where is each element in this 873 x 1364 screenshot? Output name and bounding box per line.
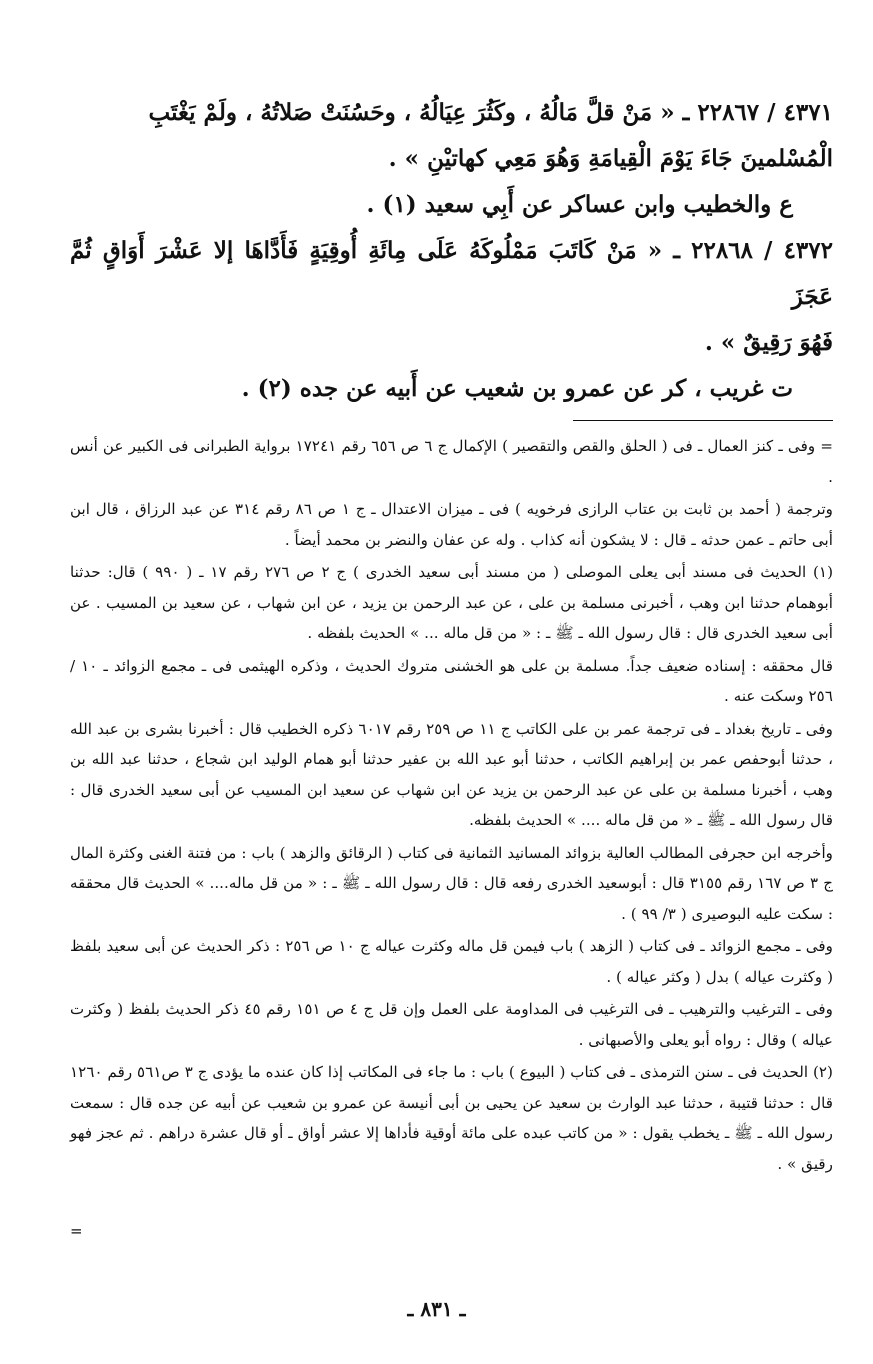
footnote-paragraph: قال محققه : إسناده ضعيف جداً. مسلمة بن على هو الخشنى متروك الحديث ، وذكره الهيثمى فى ـ مجمع الزوائد ـ ١٠ / ٢٥٦ وسكت عنه . xyxy=(70,656,833,705)
hadith-entry xyxy=(70,90,833,228)
hadith-reference: ع والخطيب وابن عساكر عن أَبِي سعيد (١) . xyxy=(366,191,793,218)
hadith-text-line: فَهُوَ رَقِيقٌ » . xyxy=(704,329,833,356)
footnote-paragraph: (١) الحديث فى مسند أبى يعلى الموصلى ( من مسند أبى سعيد الخدرى ) ج ٢ ص ٢٧٦ رقم ١٧ ـ ( ٩٩٠ ) قال: حدثنا أبوهمام حدثنا ابن وهب ، أخبرنى مسلمة بن على ، عن عبد الرحمن بن يزيد ، عن ابن شهاب ، عن سعيد بن المسيب . عن أبى سعيد الخدرى قال : قال رسول الله ـ ﷺ ـ : « من قل ماله ... » الحديث بلفظه . xyxy=(70,563,834,642)
page-number: ـ ٨٣١ ـ xyxy=(407,1297,466,1321)
footnote-separator xyxy=(573,420,833,421)
footnote-paragraph: = وفى ـ كنز العمال ـ فى ( الحلق والقص والتقصير ) الإكمال ج ٦ ص ٦٥٦ رقم ١٧٢٤١ برواية الطبرانى فى الكبير عن أنس . xyxy=(70,437,833,486)
hadith-section xyxy=(70,90,833,412)
footnote-paragraph: وفى ـ مجمع الزوائد ـ فى كتاب ( الزهد ) باب فيمن قل ماله وكثرت عياله ج ١٠ ص ٢٥٦ : ذكر الحديث عن أبى سعيد بلفظ ( وكثرت عياله ) بدل ( وكثر عياله ) . xyxy=(70,937,833,986)
hadith-text-line: الْمُسْلمينَ جَاءَ يَوْمَ الْقِيامَةِ وَهُوَ مَعِي كهاتيْنِ » . xyxy=(388,145,833,172)
page-body xyxy=(70,90,833,1181)
footnote-paragraph: (٢) الحديث فى ـ سنن الترمذى ـ فى كتاب ( البيوع ) باب : ما جاء فى المكاتب إذا كان عنده ما يؤدى ج ٣ ص٥٦١ رقم ١٢٦٠ قال : حدثنا قتيبة ، حدثنا عبد الوارث بن سعيد عن يحيى بن أبى أنيسة عن عمرو بن شعيب عن أبيه عن جده قال : سمعت رسول الله ـ ﷺ ـ يخطب يقول : « من كاتب عبده على مائة أوقية فأداها إلا عشر أواق ـ أو قال عشرة دراهم . ثم عجز فهو رقيق » . xyxy=(70,1063,833,1173)
footnote-paragraph: وفى ـ تاريخ بغداد ـ فى ترجمة عمر بن على الكاتب ج ١١ ص ٢٥٩ رقم ٦٠١٧ ذكره الخطيب قال : أخبرنا بشرى بن عبد الله ، حدثنا أبوحفص عمر بن إبراهيم الكاتب ، حدثنا أبو عبد الله بن عفير حدثنا أبو همام الوليد ابن شجاع ، حدثنا عبد الله بن وهب ، أخبرنا مسلمة بن على عن عبد الرحمن بن يزيد عن ابن شهاب عن سعيد ابن المسيب عن أبى سعيد الخدرى قال : قال رسول الله ـ ﷺ ـ « من قل ماله .... » الحديث بلفظه. xyxy=(70,719,833,829)
footnote-paragraph: وفى ـ الترغيب والترهيب ـ فى الترغيب فى المداومة على العمل وإن قل ج ٤ ص ١٥١ رقم ٤٥ ذكر الحديث بلفظ ( وكثرت عياله ) وقال : رواه أبو يعلى والأصبهانى . xyxy=(70,1000,833,1049)
footnote-paragraph: وترجمة ( أحمد بن ثابت بن عتاب الرازى فرخويه ) فى ـ ميزان الاعتدال ـ ج ١ ص ٨٦ رقم ٣١٤ عن عبد الرزاق ، قال ابن أبى حاتم ـ عمن حدثه ـ قال : لا يشكون أنه كذاب . وله عن عفان والنضر بن محمد أيضاً . xyxy=(70,500,834,549)
hadith-text-line: ٤٣٧١ / ٢٢٨٦٧ ـ « مَنْ قلَّ مَالُهُ ، وكَثُرَ عِيَالُهُ ، وحَسُنَتْ صَلاتُهُ ، ولَمْ يَغْتَبِ xyxy=(148,99,833,126)
footnotes-section xyxy=(70,431,833,1179)
footnote-paragraph: وأخرجه ابن حجرفى المطالب العالية بزوائد المسانيد الثمانية فى كتاب ( الرقائق والزهد ) باب : من فتنة الغنى وكثرة المال ج ٣ ص ١٦٧ رقم ٣١٥٥ قال : أبوسعيد الخدرى رفعه قال : قال رسول الله ـ ﷺ ـ : « من قل ماله.... » الحديث قال محققه : سكت عليه البوصيرى ( ٣/ ٩٩ ) . xyxy=(70,843,833,923)
hadith-reference: ت غريب ، كر عن عمرو بن شعيب عن أَبيه عن جده (٢) . xyxy=(241,375,793,402)
hadith-text-line: ٤٣٧٢ / ٢٢٨٦٨ ـ « مَنْ كَاتَبَ مَمْلُوكَهُ عَلَى مِائَةِ أُوقِيَةٍ فَأَدَّاهَا إلا عَشْرَ أَوَاقٍ ثُمَّ عَجَزَ xyxy=(70,237,833,310)
continuation-mark: = xyxy=(70,1222,83,1240)
hadith-entry xyxy=(70,228,833,412)
